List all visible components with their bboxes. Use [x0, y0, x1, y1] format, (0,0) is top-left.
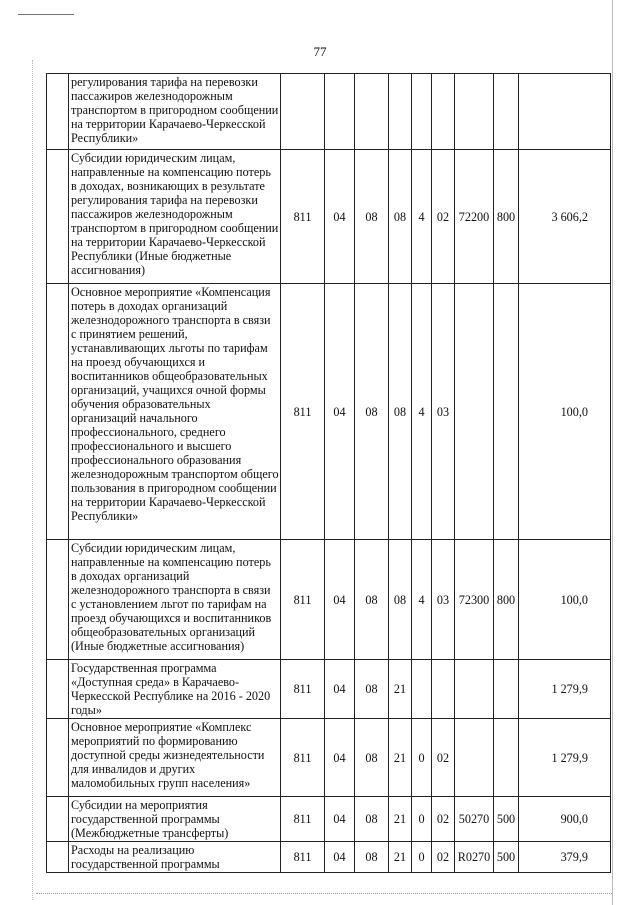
program-code: 21	[389, 719, 412, 797]
subprogram-code: 0	[412, 797, 432, 842]
section-code: 04	[325, 842, 355, 873]
expense-type-code: 800	[494, 150, 519, 284]
section-code: 04	[325, 797, 355, 842]
program-code	[389, 74, 412, 150]
subprogram-code: 0	[412, 842, 432, 873]
table-row	[47, 540, 611, 660]
expense-name: Расходы на реализацию государственной программы	[69, 842, 281, 873]
expense-name: Основное мероприятие «Компенсация потерь в доходах организаций железнодорожного транспорта в связи с принятием решений, устанавливающих льготы по тарифам на проезд обучающихся и воспитанников общеобразовательных организаций, учащихся очной формы обучения образовательных организаций начального профессионального, среднего профессионального и высшего профессионального образования железнодорожным транспортом общего пользования в пригородном сообщении на территории Карачаево-Черкесской Республики»	[69, 284, 281, 540]
section-code: 04	[325, 540, 355, 660]
expense-type-code: 500	[494, 797, 519, 842]
margin-cell	[47, 74, 69, 150]
program-code: 08	[389, 284, 412, 540]
table-row	[47, 797, 611, 842]
expense-name: Субсидии юридическим лицам, направленные на компенсацию потерь в доходах, возникающих в результате регулирования тарифа на перевозки пассажиров железнодорожным транспортом в пригородном сообщении на территории Карачаево-Черкесской Республики (Иные бюджетные ассигнования)	[69, 150, 281, 284]
ministry-code: 811	[281, 797, 325, 842]
event-code: 03	[432, 540, 455, 660]
event-code: 02	[432, 797, 455, 842]
expense-type-code	[494, 284, 519, 540]
subsection-code: 08	[355, 284, 389, 540]
margin-cell	[47, 284, 69, 540]
expense-type-code	[494, 74, 519, 150]
direction-code: 50270	[455, 797, 494, 842]
subsection-code: 08	[355, 540, 389, 660]
subprogram-code	[412, 74, 432, 150]
event-code: 03	[432, 284, 455, 540]
expense-name: регулирования тарифа на перевозки пассажиров железнодорожным транспортом в пригородном сообщении на территории Карачаево-Черкесской Республики»	[69, 74, 281, 150]
expense-name: Государственная программа «Доступная среда» в Карачаево-Черкесской Республике на 2016 - 2020 годы»	[69, 660, 281, 719]
event-code: 02	[432, 842, 455, 873]
program-code: 21	[389, 842, 412, 873]
table-row	[47, 150, 611, 284]
budget-table	[46, 73, 611, 873]
section-code: 04	[325, 660, 355, 719]
subprogram-code	[412, 660, 432, 719]
subprogram-code: 0	[412, 719, 432, 797]
direction-code	[455, 74, 494, 150]
scan-artifact-bottom	[36, 893, 612, 894]
ministry-code: 811	[281, 660, 325, 719]
event-code	[432, 660, 455, 719]
subsection-code: 08	[355, 797, 389, 842]
event-code: 02	[432, 719, 455, 797]
subprogram-code: 4	[412, 284, 432, 540]
amount: 900,0	[519, 797, 611, 842]
scan-edge-left	[32, 60, 33, 900]
section-code	[325, 74, 355, 150]
amount: 100,0	[519, 284, 611, 540]
event-code	[432, 74, 455, 150]
margin-cell	[47, 797, 69, 842]
ministry-code: 811	[281, 719, 325, 797]
direction-code	[455, 284, 494, 540]
ministry-code: 811	[281, 540, 325, 660]
scan-edge-right	[612, 0, 613, 905]
ministry-code	[281, 74, 325, 150]
expense-type-code	[494, 719, 519, 797]
amount: 1 279,9	[519, 719, 611, 797]
margin-cell	[47, 719, 69, 797]
margin-cell	[47, 540, 69, 660]
program-code: 08	[389, 150, 412, 284]
table-row	[47, 284, 611, 540]
subsection-code: 08	[355, 660, 389, 719]
expense-type-code: 500	[494, 842, 519, 873]
section-code: 04	[325, 719, 355, 797]
subprogram-code: 4	[412, 150, 432, 284]
subsection-code: 08	[355, 150, 389, 284]
amount: 1 279,9	[519, 660, 611, 719]
subprogram-code: 4	[412, 540, 432, 660]
table-row	[47, 842, 611, 873]
amount: 3 606,2	[519, 150, 611, 284]
table-row	[47, 719, 611, 797]
expense-type-code	[494, 660, 519, 719]
event-code: 02	[432, 150, 455, 284]
scan-artifact-top	[18, 14, 74, 15]
direction-code	[455, 719, 494, 797]
margin-cell	[47, 150, 69, 284]
amount: 100,0	[519, 540, 611, 660]
direction-code: 72300	[455, 540, 494, 660]
direction-code	[455, 660, 494, 719]
program-code: 08	[389, 540, 412, 660]
margin-cell	[47, 660, 69, 719]
amount	[519, 74, 611, 150]
direction-code: 72200	[455, 150, 494, 284]
amount: 379,9	[519, 842, 611, 873]
program-code: 21	[389, 797, 412, 842]
expense-name: Субсидии на мероприятия государственной программы (Межбюджетные трансферты)	[69, 797, 281, 842]
table-row	[47, 74, 611, 150]
ministry-code: 811	[281, 284, 325, 540]
direction-code: R0270	[455, 842, 494, 873]
margin-cell	[47, 842, 69, 873]
ministry-code: 811	[281, 150, 325, 284]
table-row	[47, 660, 611, 719]
section-code: 04	[325, 150, 355, 284]
expense-name: Основное мероприятие «Комплекс мероприятий по формированию доступной среды жизнедеятельности для инвалидов и других маломобильных групп населения»	[69, 719, 281, 797]
expense-type-code: 800	[494, 540, 519, 660]
ministry-code: 811	[281, 842, 325, 873]
program-code: 21	[389, 660, 412, 719]
subsection-code	[355, 74, 389, 150]
subsection-code: 08	[355, 842, 389, 873]
subsection-code: 08	[355, 719, 389, 797]
page-number: 77	[313, 44, 327, 59]
section-code: 04	[325, 284, 355, 540]
expense-name: Субсидии юридическим лицам, направленные на компенсацию потерь в доходах организаций железнодорожного транспорта в связи с установлением льгот по тарифам на проезд обучающихся и воспитанников общеобразовательных организаций (Иные бюджетные ассигнования)	[69, 540, 281, 660]
